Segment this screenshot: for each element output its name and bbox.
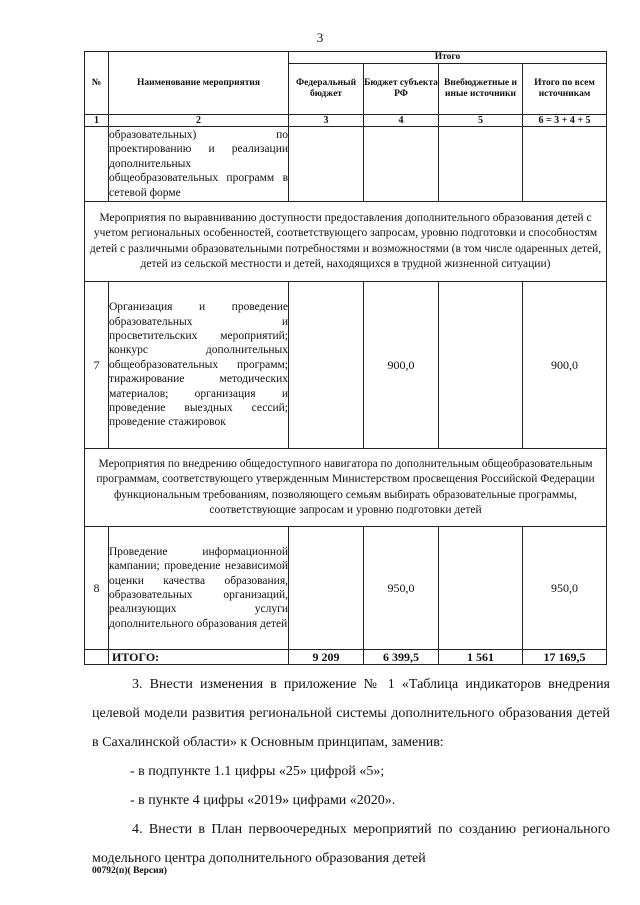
federal-value xyxy=(289,527,364,650)
extra-value xyxy=(439,527,523,650)
activity-name: образовательных) по проектированию и реализации дополнительных общеобразовательных программ в сетевой форме xyxy=(109,127,289,202)
total-row xyxy=(85,650,607,665)
body-text xyxy=(92,670,610,873)
section-heading: Мероприятия по выравниванию доступности предоставления дополнительного образования детей с учетом региональных особенностей, соответствующего запросам, уровню подготовки и способностям детей с различными образовательными потребностями и возможностями (в том числе одаренных детей, детей из сельской местности и детей, находящихся в трудной жизненной ситуации) xyxy=(85,202,607,282)
header-regional: Бюджет субъекта РФ xyxy=(364,64,439,115)
header-federal: Федеральный бюджет xyxy=(289,64,364,115)
activity-name: Организация и проведение образовательных и просветительских мероприятий; конкурс дополнительных общеобразовательных программ; тиражирование методических материалов; организация и проведение выездных сессий; проведение стажировок xyxy=(109,282,289,449)
total-regional: 6 399,5 xyxy=(364,650,439,665)
index-cell: 3 xyxy=(289,115,364,127)
table-row xyxy=(85,527,607,650)
header-total-group: Итого xyxy=(289,52,607,64)
index-cell: 1 xyxy=(85,115,109,127)
row-number: 8 xyxy=(85,527,109,650)
table-row xyxy=(85,127,607,202)
row-number: 7 xyxy=(85,282,109,449)
budget-table xyxy=(84,51,607,665)
header-name: Наименование мероприятия xyxy=(109,52,289,115)
page-number: 3 xyxy=(316,30,324,45)
bullet-2: - в пункте 4 цифры «2019» цифрами «2020». xyxy=(130,793,396,808)
total-extra: 1 561 xyxy=(439,650,523,665)
table-header-row xyxy=(85,52,607,64)
regional-value: 900,0 xyxy=(364,282,439,449)
total-federal: 9 209 xyxy=(289,650,364,665)
paragraph-4: 4. Внести в План первоочередных мероприятий по созданию регионального модельного центра дополнительного образования детей xyxy=(92,822,610,866)
total-label: ИТОГО: xyxy=(109,650,289,665)
federal-value xyxy=(289,282,364,449)
paragraph-3: 3. Внести изменения в приложение № 1 «Таблица индикаторов внедрения целевой модели развития региональной системы дополнительного образования детей в Сахалинской области» к Основным принципам, заменив: xyxy=(92,677,610,750)
activity-name: Проведение информационной кампании; проведение независимой оценки качества образования, образовательных организаций, реализующих услуги дополнительного образования детей xyxy=(109,527,289,650)
all-value: 900,0 xyxy=(523,282,607,449)
header-all: Итого по всем источникам xyxy=(523,64,607,115)
regional-value: 950,0 xyxy=(364,527,439,650)
row-number xyxy=(85,127,109,202)
section-heading: Мероприятия по внедрению общедоступного навигатора по дополнительным общеобразовательным программам, соответствующего утвержденным Министерством просвещения Российской Федерации функциональным требованиям, позволяющего семьям выбирать образовательные программы, соответствующие запросам и уровню подготовки детей xyxy=(85,449,607,527)
index-row xyxy=(85,115,607,127)
total-all: 17 169,5 xyxy=(523,650,607,665)
bullet-1: - в подпункте 1.1 цифры «25» цифрой «5»; xyxy=(130,764,385,779)
section-row xyxy=(85,449,607,527)
index-cell: 4 xyxy=(364,115,439,127)
extra-value xyxy=(439,282,523,449)
header-no: № xyxy=(85,52,109,115)
document-footer: 00792(п)( Версия) xyxy=(92,866,167,876)
table-row xyxy=(85,282,607,449)
section-row xyxy=(85,202,607,282)
index-cell: 2 xyxy=(109,115,289,127)
index-cell: 6 = 3 + 4 + 5 xyxy=(523,115,607,127)
header-extra: Внебюджетные и иные источники xyxy=(439,64,523,115)
index-cell: 5 xyxy=(439,115,523,127)
all-value: 950,0 xyxy=(523,527,607,650)
